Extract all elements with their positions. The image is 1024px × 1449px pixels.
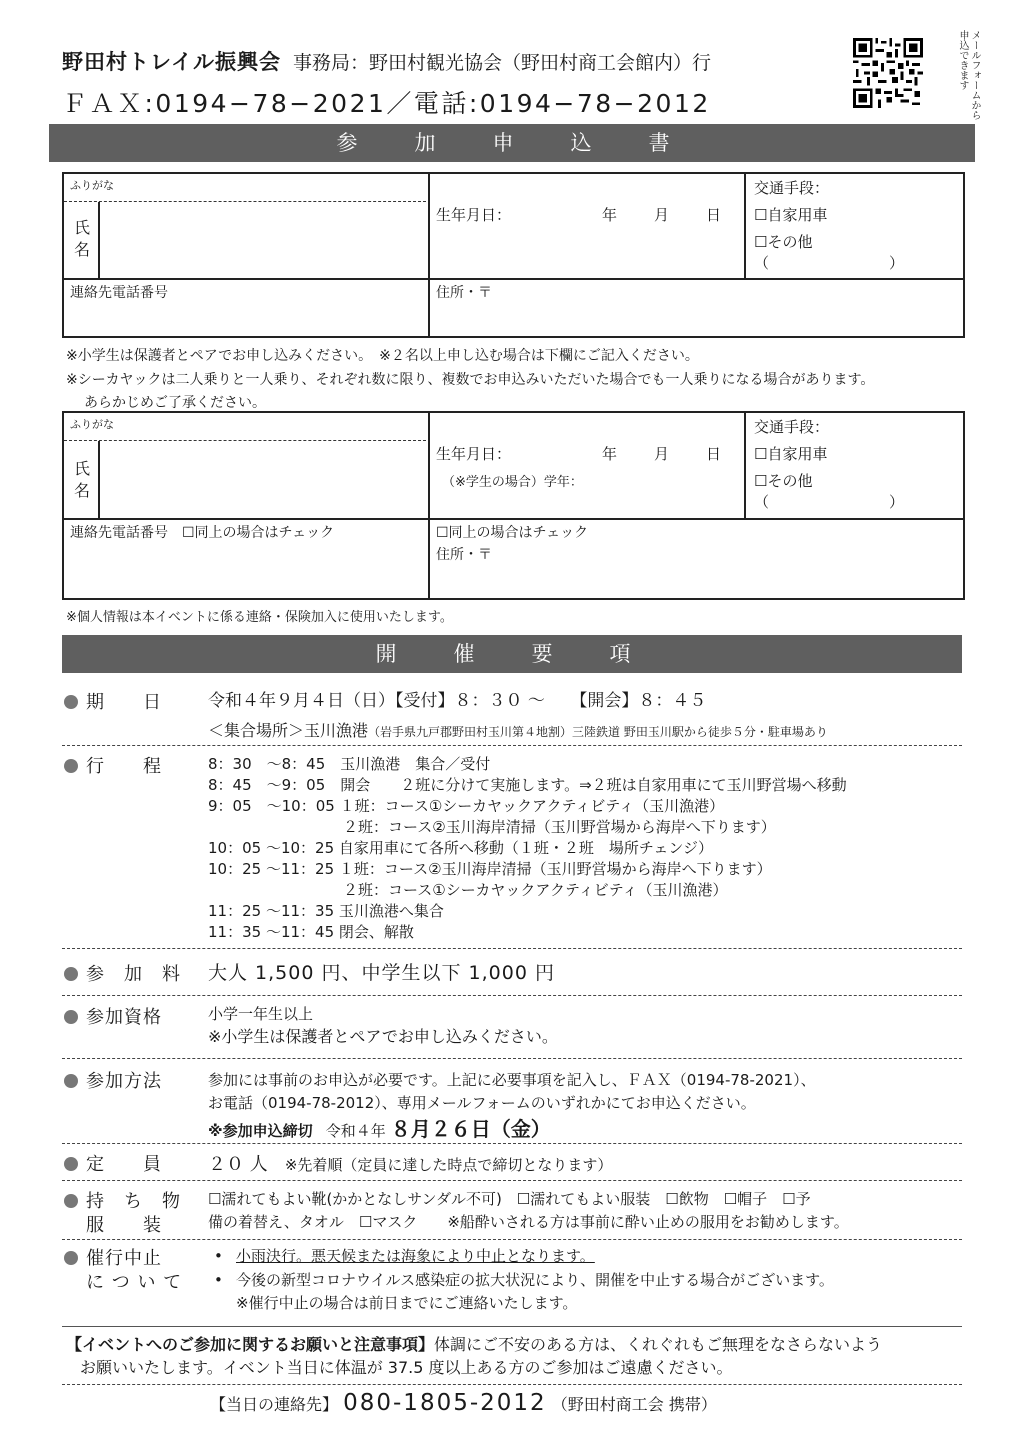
phone-field[interactable]	[70, 545, 420, 595]
bullet-dot-icon	[64, 1194, 78, 1208]
bullet-dot-icon	[64, 759, 78, 773]
bullet-dot-icon	[64, 1074, 78, 1088]
office-name: 事務局：野田村観光協会（野田村商工会館内）行	[292, 52, 711, 74]
divider	[62, 1058, 962, 1059]
day-of-contact: 【当日の連絡先】 080-1805-2012 （野田村商工会 携帯）	[210, 1390, 717, 1416]
fee-text: 大人 1,500 円、中学生以下 1,000 円	[208, 962, 555, 984]
name-label-1: 氏	[73, 459, 90, 478]
method-heading: 参加方法	[64, 1067, 162, 1093]
phone-label-same-check[interactable]: 連絡先電話番号 ☐同上の場合はチェック	[70, 525, 335, 541]
qr-code-icon[interactable]	[853, 38, 923, 108]
name-label-1: 氏	[73, 218, 90, 237]
divider	[62, 948, 962, 949]
name-label-2: 名	[73, 481, 90, 500]
cancellation-note: ※催行中止の場合は前日までにご連絡いたします。	[236, 1294, 578, 1312]
bullet-dot-icon: •	[214, 1271, 223, 1289]
divider	[62, 1143, 962, 1144]
deadline: ※参加申込締切 令和４年 ８月２６日（金）	[208, 1117, 551, 1141]
belongings-heading: 持 ち 物	[64, 1187, 181, 1213]
schedule-row: 8：45 ～9：05 開会 ２班に分けて実施します。⇒２班は自家用車にて玉川野営場へ移動	[208, 776, 847, 794]
cancellation-bullet1: 小雨決行。悪天候または海象により中止となります。	[236, 1247, 595, 1265]
privacy-note: ※個人情報は本イベントに係る連絡・保険加入に使用いたします。	[66, 610, 453, 625]
grade-field[interactable]	[604, 469, 734, 491]
schedule-row: 10：05 ～10：25 自家用車にて各所へ移動（１班・２班 場所チェンジ）	[208, 839, 714, 857]
meeting-place: ＜集合場所＞玉川漁港（岩手県九戸郡野田村玉川第４地割）三陸鉄道 野田玉川駅から徒歩５分・駐車場あり	[208, 721, 828, 740]
caution-line1: 【イベントへのご参加に関するお願いと注意事項】体調にご不安のある方は、くれぐれもご無理をなさらないよう	[66, 1335, 883, 1354]
schedule-row: ２班：コース①シーカヤックアクティビティ（玉川漁港）	[208, 881, 728, 899]
address-label: 住所・〒	[436, 285, 492, 301]
divider	[62, 1180, 962, 1181]
divider	[62, 1384, 962, 1385]
contact-phone[interactable]: 080-1805-2012	[343, 1390, 547, 1416]
bullet-dot-icon: •	[214, 1247, 223, 1265]
note-pair-application: ※小学生は保護者とペアでお申し込みください。 ※２名以上申し込む場合は下欄にご記入ください。	[66, 348, 699, 364]
schedule-row: 9：05 ～10：05 １班：コース①シーカヤックアクティビティ（玉川漁港）	[208, 797, 725, 815]
furigana-label: ふりがな	[70, 179, 114, 192]
day-label: 日	[706, 445, 722, 463]
cancellation-heading-2: に つ い て	[86, 1272, 183, 1293]
name-label-2: 名	[73, 240, 90, 259]
application-form-2	[62, 411, 965, 600]
name-field[interactable]	[102, 443, 424, 515]
divider	[62, 1326, 962, 1327]
schedule-row: 11：25 ～11：35 玉川漁港へ集合	[208, 902, 444, 920]
schedule-list	[208, 754, 847, 943]
schedule-heading: 行 程	[64, 752, 162, 778]
application-form-1	[62, 172, 965, 338]
event-date: 令和４年９月４日（日）【受付】８：３０ ～ 【開会】８：４５	[208, 691, 707, 711]
other-transport-checkbox[interactable]: ☐その他	[754, 233, 813, 251]
bullet-dot-icon	[64, 1251, 78, 1265]
bullet-dot-icon	[64, 1010, 78, 1024]
note-acknowledge: あらかじめご了承ください。	[84, 395, 266, 411]
birthdate-label: 生年月日：	[436, 445, 512, 463]
own-car-checkbox[interactable]: ☐自家用車	[754, 445, 828, 463]
capacity-text: ２０ 人 ※先着順（定員に達した時点で締切となります）	[208, 1154, 613, 1175]
own-car-checkbox[interactable]: ☐自家用車	[754, 206, 828, 224]
belongings-line1: ☐濡れてもよい靴(かかとなしサンダル不可) ☐濡れてもよい服装 ☐飲物 ☐帽子 ☐予	[208, 1190, 811, 1208]
divider	[62, 1239, 962, 1240]
day-label: 日	[706, 206, 722, 224]
phone-label: 連絡先電話番号	[70, 285, 168, 301]
belongings-line2: 備の着替え、タオル ☐マスク ※船酔いされる方は事前に酔い止めの服用をお勧めします。	[208, 1213, 849, 1231]
month-label: 月	[654, 206, 670, 224]
organization-header	[62, 46, 711, 76]
schedule-row: 10：25 ～11：25 １班：コース②玉川海岸清掃（玉川野営場から海岸へ下ります）	[208, 860, 772, 878]
event-details-title: 開 催 要 項	[62, 635, 962, 673]
eligibility-line2: ※小学生は保護者とペアでお申し込みください。	[208, 1027, 558, 1046]
transport-label: 交通手段：	[754, 179, 830, 197]
grade-label: （※学生の場合）学年：	[442, 475, 583, 490]
clothing-heading: 服 装	[86, 1215, 162, 1236]
fax-tel-line: ＦＡＸ:0194−78−2021／電話:0194−78−2012	[62, 89, 711, 118]
bullet-dot-icon	[64, 1157, 78, 1171]
qr-note: メールフォームから申込できます	[957, 30, 980, 120]
method-line1: 参加には事前のお申込が必要です。上記に必要事項を記入し、ＦＡＸ（0194-78-2021）、	[208, 1071, 816, 1089]
date-heading: 期 日	[64, 688, 162, 714]
birthdate-field[interactable]	[524, 200, 734, 226]
divider	[62, 745, 962, 746]
address-label: 住所・〒	[436, 547, 492, 563]
transport-label: 交通手段：	[754, 418, 830, 436]
year-label: 年	[602, 445, 618, 463]
bullet-dot-icon	[64, 695, 78, 709]
note-sea-kayak: ※シーカヤックは二人乗りと一人乗り、それぞれ数に限り、複数でお申込みいただいた場合でも一人乗りになる場合があります。	[66, 372, 875, 388]
other-transport-checkbox[interactable]: ☐その他	[754, 472, 813, 490]
birthdate-label: 生年月日：	[436, 206, 512, 224]
caution-line2: お願いいたします。イベント当日に体温が 37.5 度以上ある方のご参加はご遠慮ください。	[80, 1358, 733, 1377]
eligibility-heading: 参加資格	[64, 1003, 162, 1029]
divider	[62, 995, 962, 996]
cancellation-heading: 催行中止	[64, 1244, 162, 1270]
eligibility-line1: 小学一年生以上	[208, 1005, 314, 1023]
address-field[interactable]	[436, 565, 956, 595]
other-transport-field[interactable]: （ ）	[754, 254, 905, 272]
schedule-row: 8：30 ～8：45 玉川漁港 集合／受付	[208, 755, 491, 773]
method-line2: お電話（0194-78-2012）、専用メールフォームのいずれかにてお申込ください。	[208, 1094, 756, 1112]
furigana-label: ふりがな	[70, 418, 114, 431]
capacity-heading: 定 員	[64, 1150, 162, 1176]
month-label: 月	[654, 445, 670, 463]
year-label: 年	[602, 206, 618, 224]
schedule-row: 11：35 ～11：45 閉会、解散	[208, 923, 414, 941]
schedule-row: ２班：コース②玉川海岸清掃（玉川野営場から海岸へ下ります）	[208, 818, 776, 836]
name-field[interactable]	[102, 204, 424, 276]
fee-heading: 参 加 料	[64, 960, 181, 986]
application-form-title: 参 加 申 込 書	[49, 124, 975, 162]
address-same-checkbox[interactable]: ☐同上の場合はチェック	[436, 525, 589, 541]
org-name: 野田村トレイル振興会	[62, 50, 281, 74]
phone-field[interactable]	[70, 302, 420, 334]
other-transport-field[interactable]: （ ）	[754, 493, 905, 511]
cancellation-bullet2: 今後の新型コロナウイルス感染症の拡大状況により、開催を中止する場合がございます。	[236, 1271, 834, 1289]
address-field[interactable]	[436, 302, 956, 334]
bullet-dot-icon	[64, 967, 78, 981]
